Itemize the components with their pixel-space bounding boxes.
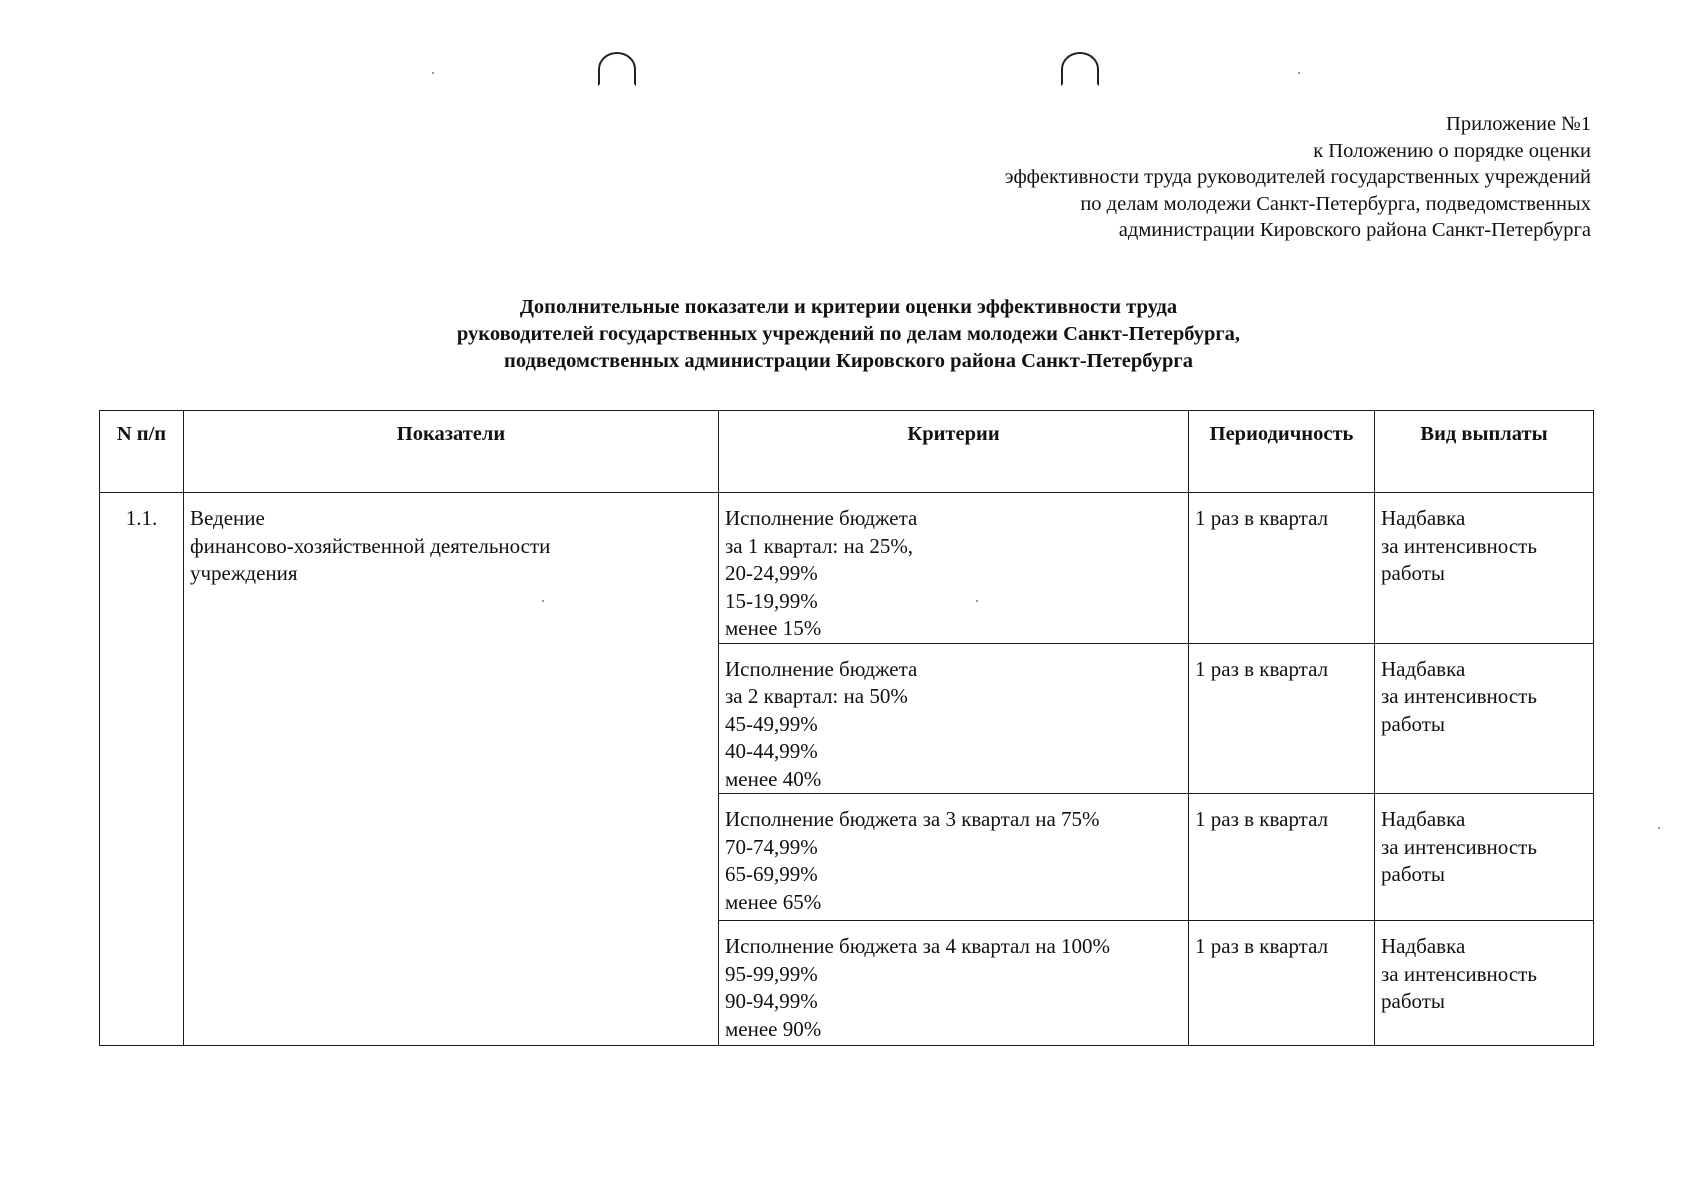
indicator-line: финансово-хозяйственной деятельности [190, 533, 551, 558]
scan-speck [432, 72, 434, 74]
scan-speck [1658, 827, 1660, 829]
payment-line: за интенсивность [1381, 834, 1537, 859]
header-indicators: Показатели [184, 411, 719, 493]
title-line: Дополнительные показатели и критерии оценки эффективности труда [519, 296, 1178, 318]
criteria-line: Исполнение бюджета [725, 506, 918, 530]
criteria-cell [719, 643, 1189, 794]
criteria-line: 45-49,99% [725, 711, 818, 736]
indicator-line: Ведение [190, 506, 265, 530]
payment-line: за интенсивность [1381, 961, 1537, 986]
payment-line: работы [1381, 711, 1446, 736]
payment-line: Надбавка [1381, 656, 1466, 681]
payment-type-cell [1375, 643, 1594, 794]
title-line: руководителей государственных учреждений по делам молодежи Санкт-Петербурга, [456, 323, 1241, 345]
criteria-line: Исполнение бюджета [725, 656, 918, 681]
appendix-line: эффективности труда руководителей государственных учреждений [1004, 166, 1591, 188]
indicator-line: учреждения [190, 561, 298, 585]
indicator-cell [184, 493, 719, 1046]
criteria-line: Исполнение бюджета за 3 квартал на 75% [725, 807, 1100, 831]
criteria-line: за 2 квартал: на 50% [725, 684, 908, 708]
header-payment-type: Вид выплаты [1375, 411, 1594, 493]
payment-line: Надбавка [1381, 506, 1466, 530]
appendix-line: по делам молодежи Санкт-Петербурга, подведомственных [1080, 192, 1591, 215]
criteria-line: 20-24,99% [725, 561, 818, 585]
criteria-cell [719, 493, 1189, 644]
payment-line: работы [1381, 561, 1446, 585]
periodicity-cell: 1 раз в квартал [1189, 794, 1375, 921]
scan-speck [1298, 72, 1300, 74]
payment-line: Надбавка [1381, 807, 1466, 831]
punch-hole-mark [598, 52, 636, 86]
criteria-line: 70-74,99% [725, 834, 818, 859]
criteria-line: 95-99,99% [725, 961, 818, 986]
criteria-line: 40-44,99% [725, 739, 818, 763]
criteria-cell [719, 921, 1189, 1046]
periodicity-cell: 1 раз в квартал [1189, 493, 1375, 644]
criteria-line: 65-69,99% [725, 862, 818, 886]
header-periodicity: Периодичность [1189, 411, 1375, 493]
payment-line: работы [1381, 989, 1446, 1013]
payment-type-cell [1375, 794, 1594, 921]
criteria-table [99, 410, 1594, 1046]
appendix-note [1005, 111, 1591, 244]
title-line: подведомственных администрации Кировского района Санкт-Петербурга [504, 350, 1193, 372]
payment-type-cell [1375, 921, 1594, 1046]
criteria-line: 90-94,99% [725, 989, 818, 1013]
payment-line: работы [1381, 862, 1446, 886]
criteria-line: менее 40% [725, 766, 822, 791]
periodicity-cell: 1 раз в квартал [1189, 921, 1375, 1046]
item-number: 1.1. [100, 493, 184, 1046]
payment-line: за интенсивность [1381, 684, 1537, 708]
header-number: N п/п [100, 411, 184, 493]
criteria-line: за 1 квартал: на 25%, [725, 533, 914, 558]
criteria-cell [719, 794, 1189, 921]
header-criteria: Критерии [719, 411, 1189, 493]
payment-type-cell [1375, 493, 1594, 644]
appendix-line: администрации Кировского района Санкт-Петербурга [1118, 219, 1591, 241]
payment-line: Надбавка [1381, 934, 1466, 958]
punch-hole-mark [1061, 52, 1099, 86]
criteria-line: менее 90% [725, 1016, 822, 1041]
periodicity-cell: 1 раз в квартал [1189, 643, 1375, 794]
appendix-line: к Положению о порядке оценки [1313, 139, 1591, 162]
table-header-row [100, 411, 1594, 493]
appendix-line: Приложение №1 [1446, 113, 1591, 135]
criteria-line: менее 65% [725, 889, 822, 914]
criteria-line: 15-19,99% [725, 588, 818, 613]
document-title [0, 294, 1697, 375]
table-row [100, 493, 1594, 644]
payment-line: за интенсивность [1381, 533, 1537, 558]
criteria-line: Исполнение бюджета за 4 квартал на 100% [725, 934, 1111, 958]
criteria-line: менее 15% [725, 616, 822, 640]
